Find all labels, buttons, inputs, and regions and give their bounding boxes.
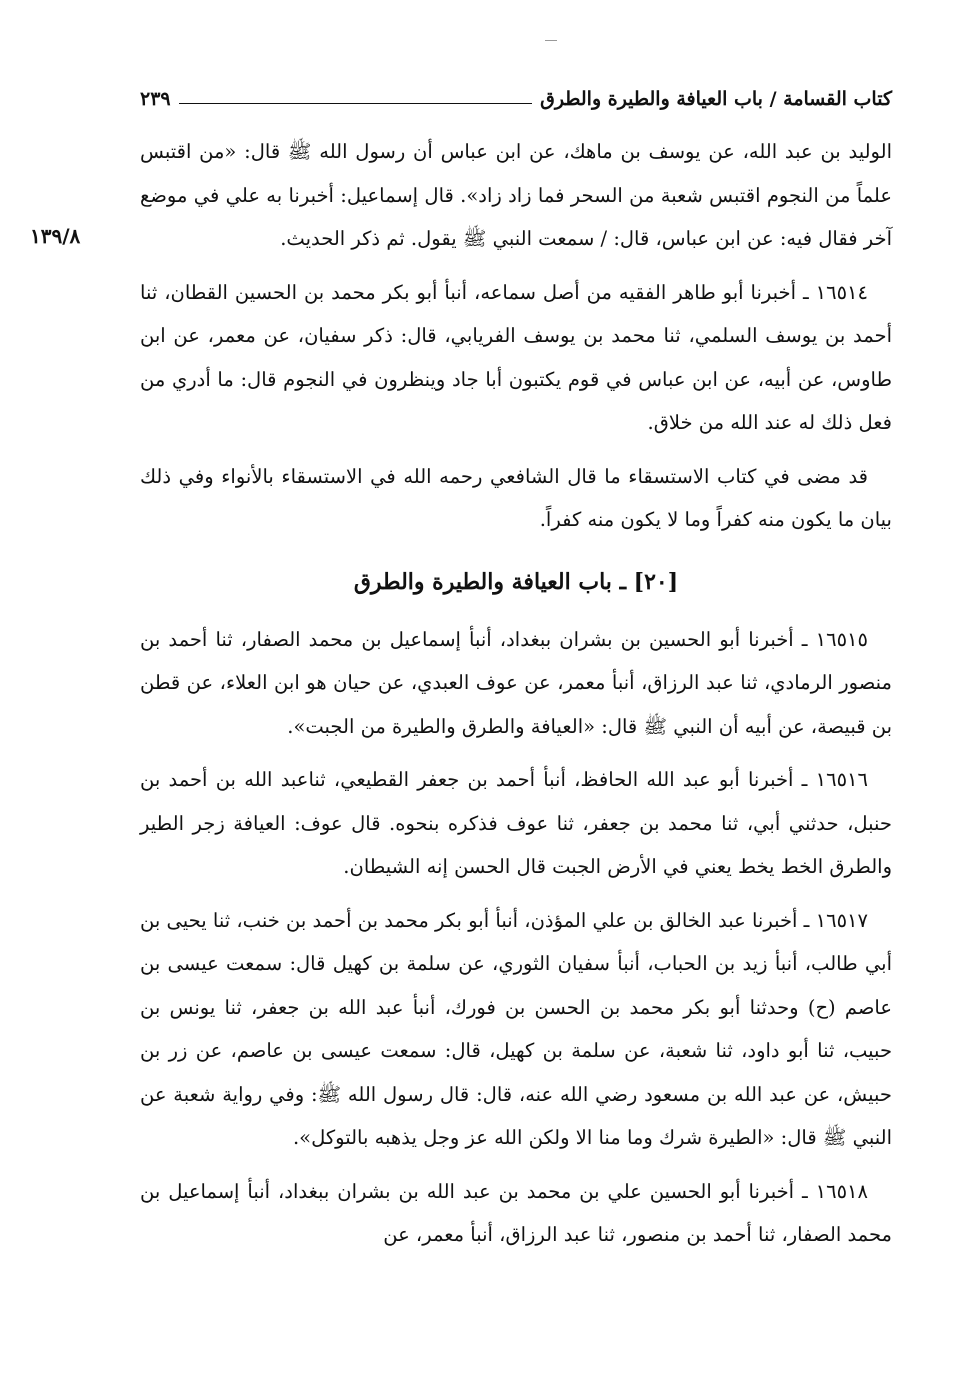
main-text	[140, 130, 892, 1267]
paragraph: قد مضى في كتاب الاستسقاء ما قال الشافعي رحمه الله في الاستسقاء بالأنواء وفي ذلك بيان ما يكون منه كفراً وما لا يكون منه كفراً.	[140, 464, 892, 531]
header-rule	[179, 103, 532, 104]
running-header	[140, 82, 892, 116]
paragraph: ١٦٥١٧ ـ أخبرنا عبد الخالق بن علي المؤذن، أنبأ أبو بكر محمد بن أحمد بن خنب، ثنا يحيى بن أبي طالب، أنبأ زيد بن الحباب، أنبأ سفيان الثوري، عن سلمة بن كهيل قال: سمعت عيسى بن عاصم (ح) وحدثنا أبو بكر محمد بن الحسن بن فورك، أنبأ عبد الله بن جعفر، ثنا يونس بن حبيب، ثنا أبو داود، ثنا شعبة، عن سلمة بن كهيل، قال: سمعت عيسى بن عاصم، عن زر بن حبيش، عن عبد الله بن مسعود رضي الله عنه، قال: قال رسول الله ﷺ: وفي رواية شعبة عن النبي ﷺ قال: «الطيرة شرك وما منا الا ولكن الله عز وجل يذهبه بالتوكل».	[140, 908, 892, 1149]
paragraph: ١٦٥١٤ ـ أخبرنا أبو طاهر الفقيه من أصل سماعه، أنبأ أبو بكر محمد بن الحسين القطان، ثنا أحمد بن يوسف السلمي، ثنا محمد بن يوسف الفريابي، قال: ذكر سفيان، عن معمر، عن ابن طاوس، عن أبيه، عن ابن عباس في قوم يكتبون أبا جاد وينظرون في النجوم قال: ما أدري من فعل ذلك له عند الله من خلاق.	[140, 280, 892, 434]
running-title: كتاب القسامة / باب العيافة والطيرة والطرق	[540, 88, 892, 110]
paragraph: الوليد بن عبد الله، عن يوسف بن ماهك، عن ابن عباس أن رسول الله ﷺ قال: «من اقتبس علماً من النجوم اقتبس شعبة من السحر فما زاد زاد». قال إسماعيل: أخبرنا به علي في موضع آخر فقال فيه: عن ابن عباس، قال: / سمعت النبي ﷺ يقول. ثم ذكر الحديث.	[140, 140, 892, 250]
page-number: ٢٣٩	[140, 88, 171, 110]
section-heading: [٢٠] ـ باب العيافة والطيرة والطرق	[353, 568, 679, 595]
paragraph: ١٦٥١٥ ـ أخبرنا أبو الحسين بن بشران ببغداد، أنبأ إسماعيل بن محمد الصفار، ثنا أحمد بن منصور الرمادي، ثنا عبد الرزاق، أنبأ معمر، عن عوف العبدي، عن حيان هو ابن العلاء، عن قطن بن قبيصة، عن أبيه أن النبي ﷺ قال: «العيافة والطرق والطيرة من الجبت».	[140, 627, 892, 738]
paragraph: ١٦٥١٦ ـ أخبرنا أبو عبد الله الحافظ، أنبأ أحمد بن جعفر القطيعي، ثناعبد الله بن أحمد بن حنبل، حدثني أبي، ثنا محمد بن جعفر، ثنا عوف فذكره بنحوه. قال عوف: العيافة زجر الطير والطرق الخط يخط يعني في الأرض الجبت قال الحسن إنه الشيطان.	[140, 768, 892, 878]
scan-mark	[545, 40, 557, 41]
margin-reference: ١٣٩/٨	[30, 224, 81, 248]
paragraph: ١٦٥١٨ ـ أخبرنا أبو الحسين علي بن محمد بن عبد الله بن بشران ببغداد، أنبأ إسماعيل بن محمد الصفار، ثنا أحمد بن منصور، ثنا عبد الرزاق، أنبأ معمر، عن	[140, 1179, 892, 1246]
